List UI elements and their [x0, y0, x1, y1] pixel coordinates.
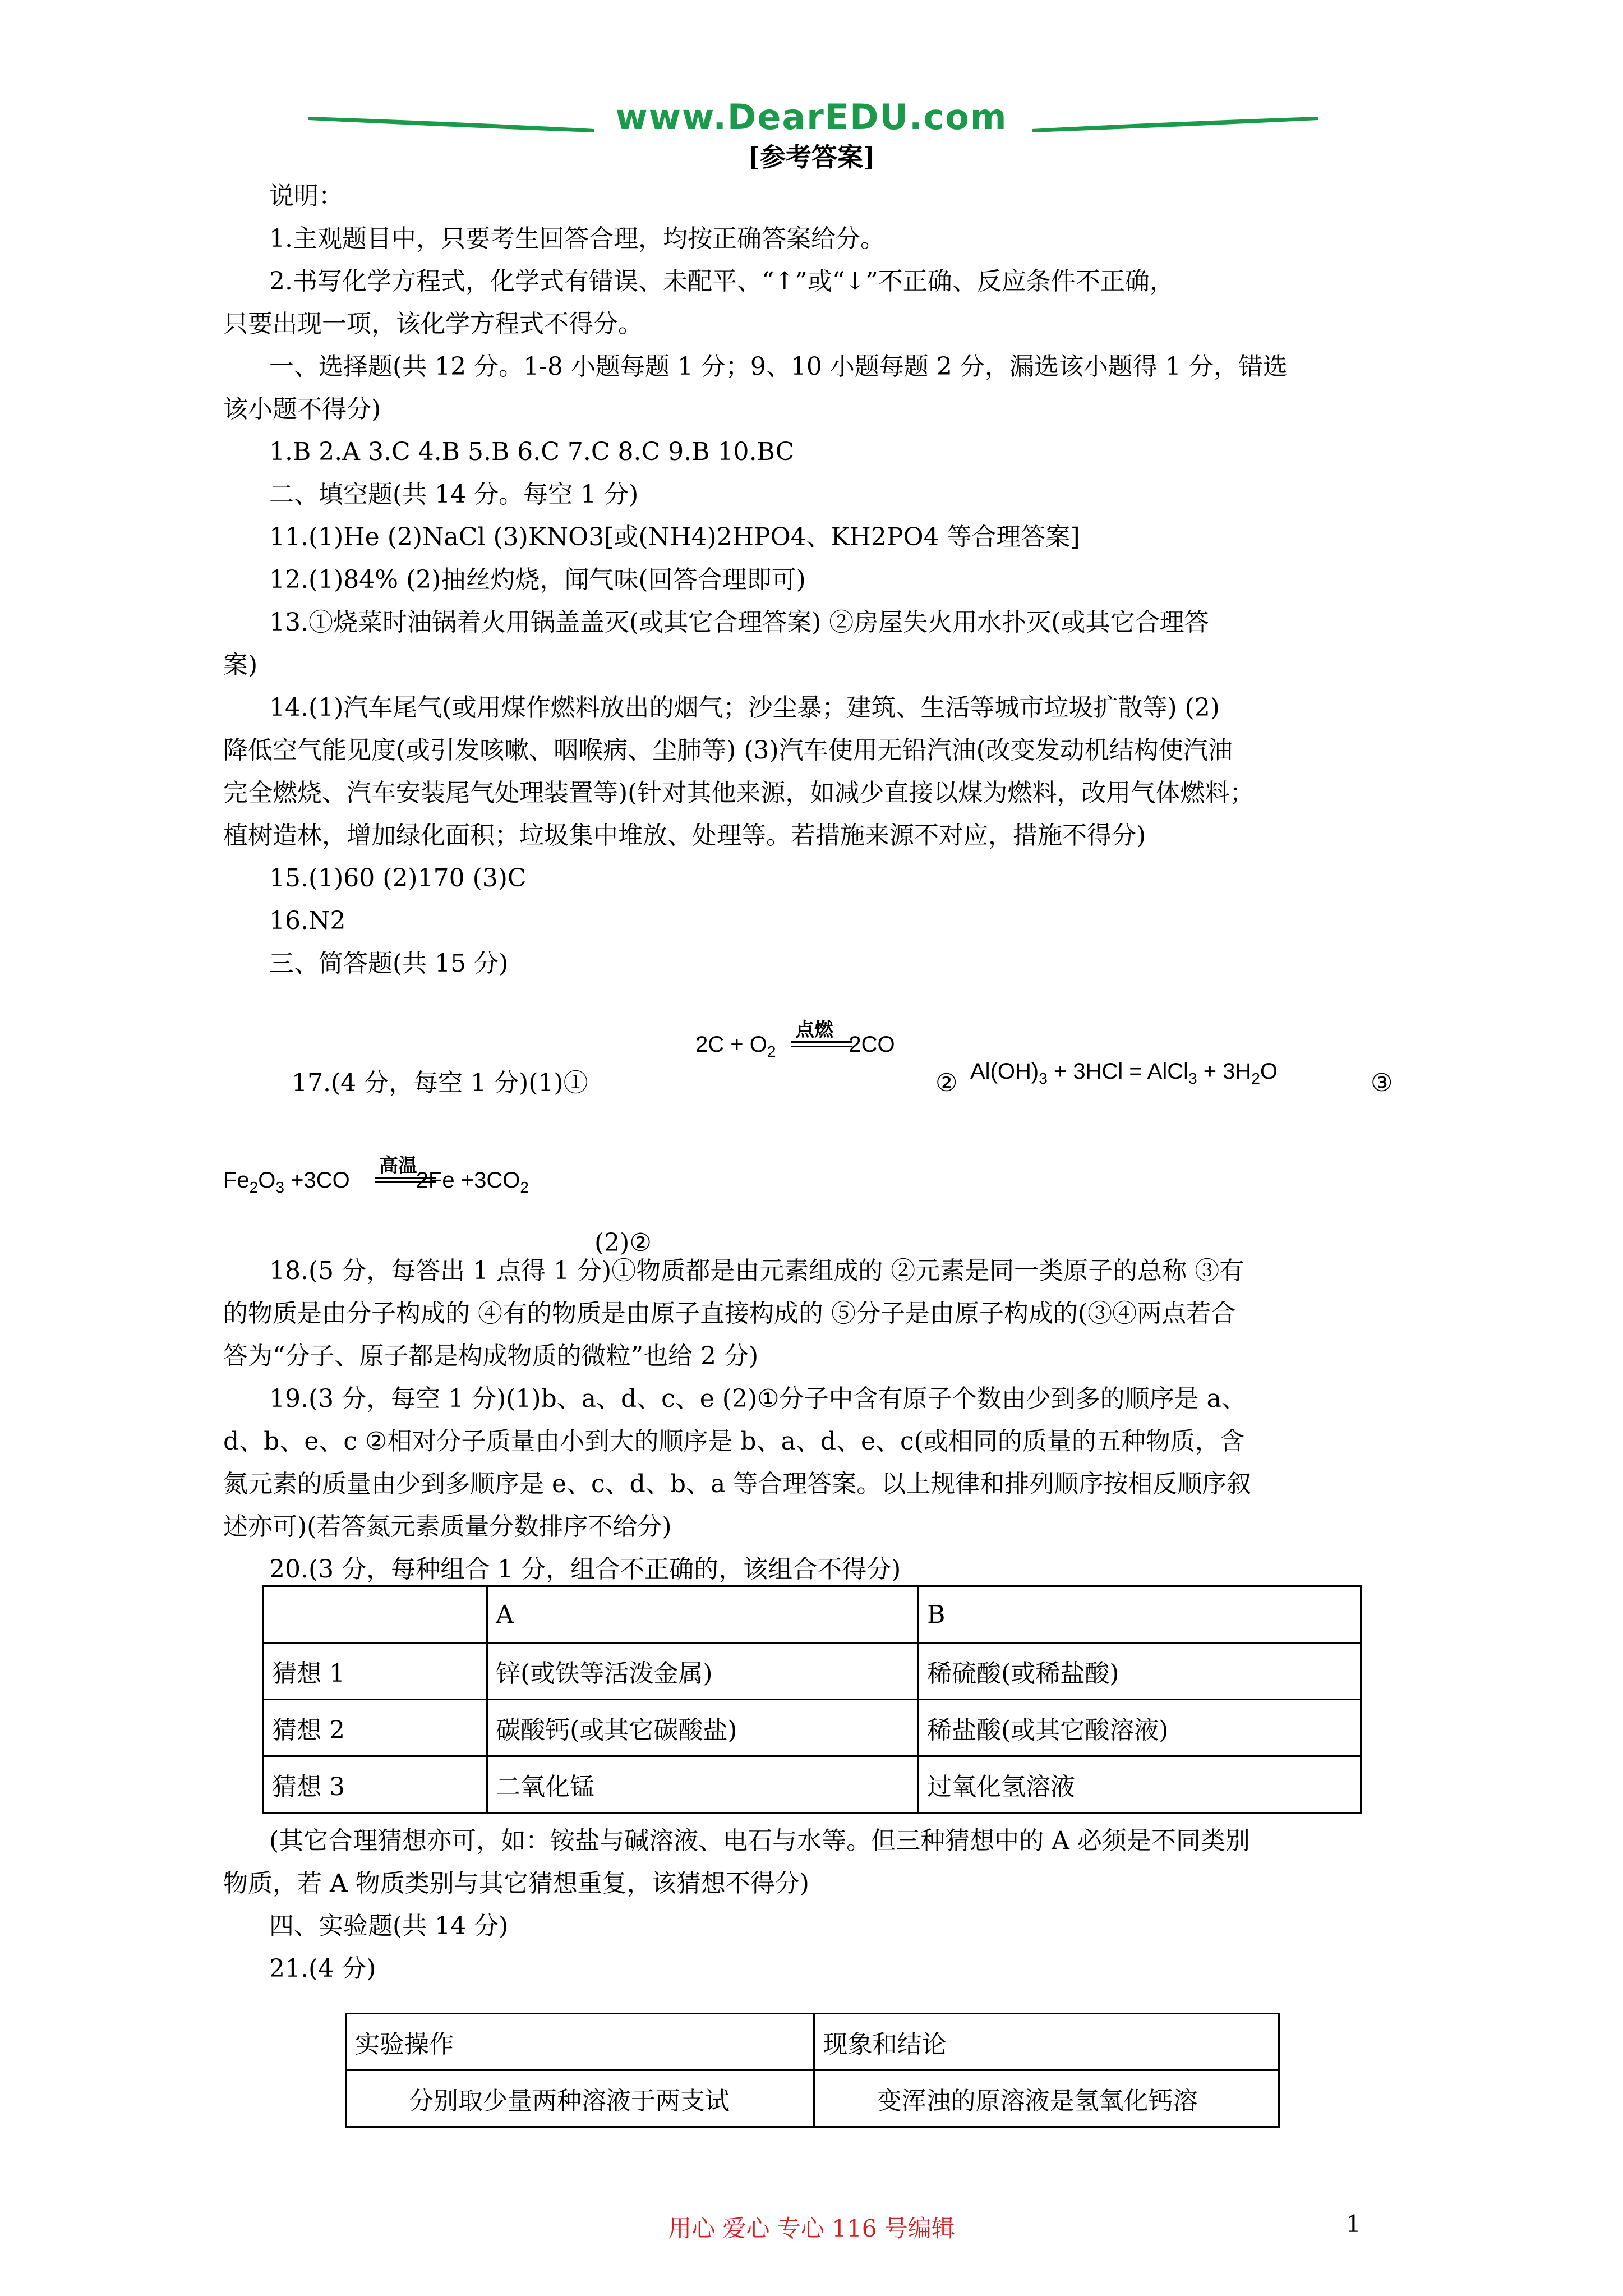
- text-line: 21.(4 分): [269, 1954, 376, 1983]
- table-cell: 变浑浊的原溶液是氢氧化钙溶: [814, 2070, 1279, 2127]
- text-line: 植树造林，增加绿化面积；垃圾集中堆放、处理等。若措施来源不对应，措施不得分): [223, 821, 1146, 850]
- table-cell: 分别取少量两种溶液于两支试: [347, 2070, 814, 2127]
- q17-part-2: (2)②: [594, 1228, 652, 1257]
- text-line: 15.(1)60 (2)170 (3)C: [269, 864, 527, 892]
- q17-prefix: 17.(4 分，每空 1 分)(1)①: [292, 1069, 588, 1097]
- text-line: 11.(1)He (2)NaCl (3)KNO3[或(NH4)2HPO4、KH2PO4 等合理答案]: [269, 523, 1080, 551]
- table-cell: [264, 1586, 487, 1643]
- text-line: 答为“分子、原子都是构成物质的微粒”也给 2 分): [223, 1342, 759, 1370]
- table-cell: 稀硫酸(或稀盐酸): [919, 1643, 1361, 1700]
- text-line: 完全燃烧、汽车安装尾气处理装置等)(针对其他来源，如减少直接以煤为燃料，改用气体燃料；: [223, 779, 1255, 807]
- text-line: 案): [223, 651, 258, 679]
- table-cell: 锌(或铁等活泼金属): [487, 1643, 919, 1700]
- equation-3: $Fe_2O_3 +3CO$ $2Fe +3CO_2$: [223, 1168, 529, 1196]
- text-line: 14.(1)汽车尾气(或用煤作燃料放出的烟气；沙尘暴；建筑、生活等城市垃圾扩散等) (2): [269, 693, 1220, 722]
- text-line: 述亦可)(若答氮元素质量分数排序不给分): [223, 1512, 672, 1541]
- equation-2: $Al(OH)_3 + 3HCl$ = AlCl$_3$ + $3H_2O$: [970, 1059, 1278, 1087]
- text-line: d、b、e、c ②相对分子质量由小到大的顺序是 b、a、d、e、c(或相同的质量的五种物质，含: [223, 1427, 1244, 1456]
- table-row: [264, 1586, 1361, 1643]
- q17-mark-3: ③: [1371, 1069, 1393, 1097]
- table-cell: 现象和结论: [814, 2014, 1279, 2070]
- table-row: [347, 2070, 1279, 2127]
- text-line: 1.主观题目中，只要考生回答合理，均按正确答案给分。: [269, 224, 885, 253]
- eq1-condition: 点燃: [795, 1019, 833, 1041]
- text-line: 12.(1)84% (2)抽丝灼烧，闻气味(回答合理即可): [269, 565, 806, 594]
- text-line: 16.N2: [269, 907, 346, 935]
- text-line: 说明：: [269, 182, 343, 210]
- table-row: [264, 1643, 1361, 1700]
- equation-1: $2C + O_2$ 2CO: [695, 1032, 895, 1060]
- table-cell: 猜想 3: [264, 1756, 487, 1813]
- text-line: 降低空气能见度(或引发咳嗽、咽喉病、尘肺等) (3)汽车使用无铅汽油(改变发动机结构使汽油: [223, 736, 1233, 765]
- table-cell: 二氧化锰: [487, 1756, 919, 1813]
- table-row: [264, 1700, 1361, 1756]
- table-cell: 猜想 1: [264, 1643, 487, 1700]
- table-row: [264, 1756, 1361, 1813]
- table-q20: [262, 1585, 1362, 1814]
- table-cell: 过氧化氢溶液: [919, 1756, 1361, 1813]
- text-line: 物质，若 A 物质类别与其它猜想重复，该猜想不得分): [223, 1869, 809, 1898]
- text-line: 18.(5 分，每答出 1 点得 1 分)①物质都是由元素组成的 ②元素是同一类原子的总称 ③有: [269, 1257, 1244, 1285]
- text-line: 氮元素的质量由少到多顺序是 e、c、d、b、a 等合理答案。以上规律和排列顺序按相反顺序叙: [223, 1470, 1252, 1498]
- text-line: 该小题不得分): [223, 395, 381, 424]
- table-cell: 实验操作: [347, 2014, 814, 2070]
- text-line: (其它合理猜想亦可，如：铵盐与碱溶液、电石与水等。但三种猜想中的 A 必须是不同类别: [269, 1826, 1250, 1855]
- text-line: 2.书写化学方程式，化学式有错误、未配平、“↑”或“↓”不正确、反应条件不正确，: [269, 267, 1174, 296]
- page-title: [参考答案]: [748, 142, 875, 172]
- footer-text: 用心 爱心 专心 116 号编辑: [668, 2215, 955, 2242]
- table-cell: B: [919, 1586, 1361, 1643]
- text-line: 一、选择题(共 12 分。1-8 小题每题 1 分；9、10 小题每题 2 分，漏选该小题得 1 分，错选: [269, 352, 1288, 381]
- page-number: 1: [1346, 2210, 1361, 2238]
- text-line: 1.B 2.A 3.C 4.B 5.B 6.C 7.C 8.C 9.B 10.BC: [269, 438, 795, 466]
- table-cell: 猜想 2: [264, 1700, 487, 1756]
- table-row: [347, 2014, 1279, 2070]
- eq3-condition: 高温: [379, 1154, 417, 1177]
- text-line: 只要出现一项，该化学方程式不得分。: [223, 310, 643, 338]
- q17-mark-2: ②: [935, 1069, 958, 1097]
- text-line: 19.(3 分，每空 1 分)(1)b、a、d、c、e (2)①分子中含有原子个数由少到多的顺序是 a、: [269, 1384, 1246, 1413]
- text-line: 的物质是由分子构成的 ④有的物质是由原子直接构成的 ⑤分子是由原子构成的(③④两点若合: [223, 1299, 1236, 1328]
- text-line: 13.①烧菜时油锅着火用锅盖盖灭(或其它合理答案) ②房屋失火用水扑灭(或其它合理答: [269, 608, 1209, 637]
- table-cell: 碳酸钙(或其它碳酸盐): [487, 1700, 919, 1756]
- text-line: 三、简答题(共 15 分): [269, 949, 509, 978]
- site-brand: www.DearEDU.com: [615, 96, 1008, 137]
- text-line: 四、实验题(共 14 分): [269, 1912, 509, 1940]
- table-cell: A: [487, 1586, 919, 1643]
- text-line: 20.(3 分，每种组合 1 分，组合不正确的，该组合不得分): [269, 1555, 901, 1584]
- text-line: 二、填空题(共 14 分。每空 1 分): [269, 480, 639, 509]
- table-q21: [345, 2013, 1280, 2128]
- table-cell: 稀盐酸(或其它酸溶液): [919, 1700, 1361, 1756]
